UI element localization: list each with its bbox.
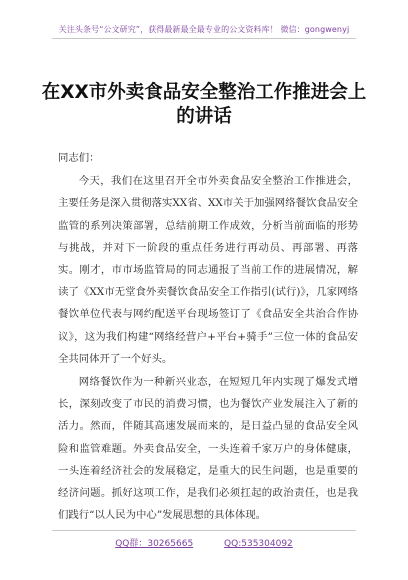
footer-qq-group: QQ群：30265665 <box>115 539 194 549</box>
footer <box>0 536 408 549</box>
header-divider <box>52 38 356 39</box>
footer-divider <box>52 530 356 531</box>
header-note: 关注头条号“公文研究”，获得最新最全最专业的公文资料库！ 微信：gongwenyj <box>58 25 350 34</box>
footer-qq: QQ:535304092 <box>224 539 293 549</box>
salutation: 同志们： <box>58 152 100 164</box>
document-body <box>58 147 358 527</box>
document-title: 在XX市外卖食品安全整治工作推进会上的讲话 <box>41 82 367 127</box>
paragraph: 今天，我们在这里召开全市外卖食品安全整治工作推进会，主要任务是深入贯彻落实XX省、XX市关于加强网络餐饮食品安全监管的系列决策部署，总结前期工作成效，分析当前面临的形势与挑战，并对下一阶段的重点任务进行再动员、再部署、再落实。刚才，市市场监管局的同志通报了当前工作的进展情况，解读了《XX市无堂食外卖餐饮食品安全工作指引(试行)》，几家网络餐饮单位代表与网约配送平台现场签订了《食品安全共治合作协议》，这为我们构建“网络经营户+平台+骑手”三位一体的食品安全共同体开了一个好头。 <box>58 175 358 365</box>
paragraph: 网络餐饮作为一种新兴业态，在短短几年内实现了爆发式增长，深刻改变了市民的消费习惯，也为餐饮产业发展注入了新的活力。然而，伴随其高速发展而来的，是日益凸显的食品安全风险和监管难题。外卖食品安全，一头连着千家万户的身体健康，一头连着经济社会的发展稳定，是重大的民生问题，也是重要的经济问题。抓好这项工作，是我们必须扛起的政治责任，也是我们践行“以人民为中心”发展思想的具体体现。 <box>58 376 358 522</box>
